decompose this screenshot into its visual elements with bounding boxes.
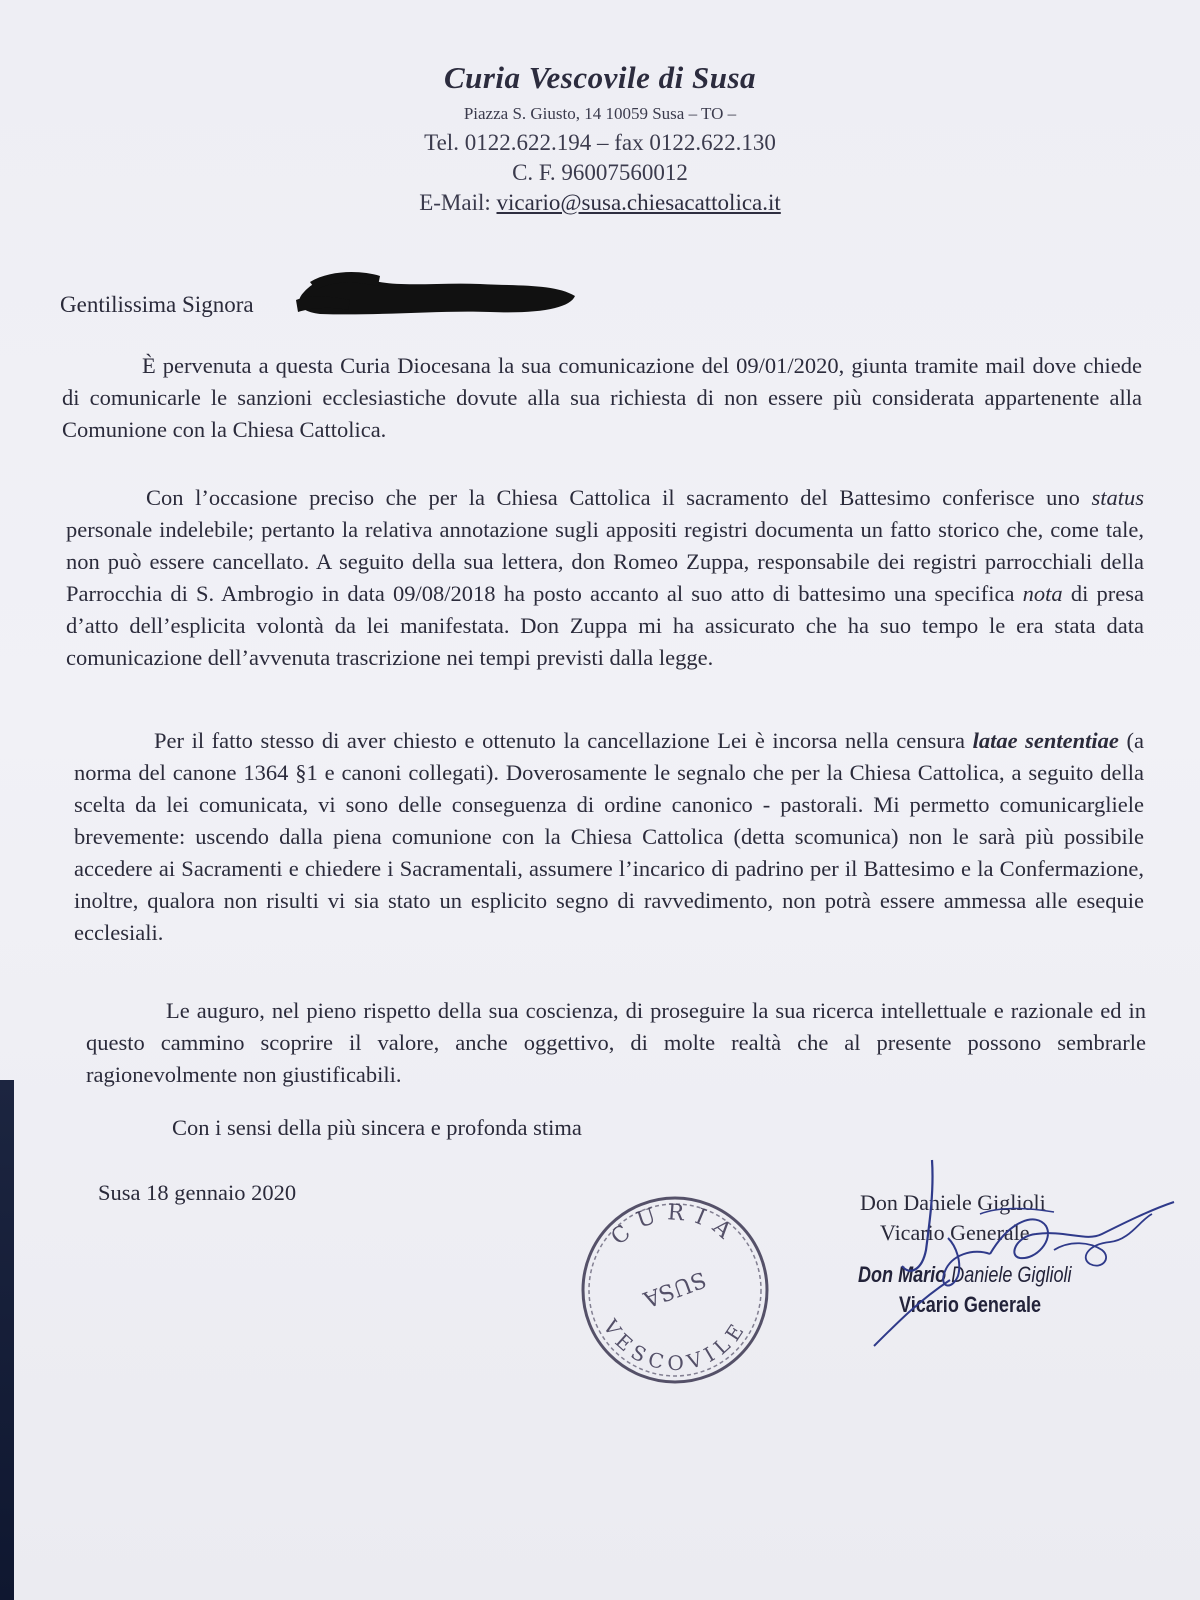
background-edge <box>0 1080 14 1600</box>
paragraph-4-text: Le auguro, nel pieno rispetto della sua coscienza, di proseguire la sua ricerca intellettuale e razionale ed in questo cammino scoprire il valore, anche oggettivo, di molte realtà che al presente possono sembrarle ragionevolmente non giustificabili. <box>86 998 1146 1087</box>
salutation: Gentilissima Signora <box>60 292 254 317</box>
paragraph-2 <box>66 482 1144 674</box>
svg-text:CURIA <box>607 1200 744 1250</box>
seal-center-text: SUSA <box>639 1265 710 1312</box>
letterhead <box>0 60 1200 220</box>
signer-role: Vicario Generale <box>880 1220 1030 1245</box>
seal-bottom-text: VESCOVILE <box>598 1314 752 1376</box>
signer-name: Don Daniele Giglioli <box>860 1190 1046 1215</box>
seal-top-text: CURIA <box>606 1200 744 1251</box>
name-stamp-name-b: Daniele Giglioli <box>946 1262 1072 1287</box>
paragraph-2-text-c: di presa d’atto dell’esplicita volontà da lei manifestata. Don Zuppa mi ha assicurato che ha suo tempo le era stata data comunicazione dell’avvenuta trascrizione nei tempi previsti dalla legge. <box>66 581 1144 670</box>
name-stamp <box>858 1262 1072 1318</box>
signer-block <box>860 1188 1046 1248</box>
letterhead-title: Curia Vescovile di Susa <box>443 60 757 95</box>
redaction-mark <box>290 270 580 322</box>
paragraph-2-text-b: personale indelebile; pertanto la relativa annotazione sugli appositi registri documenta un fatto storico che, come tale, non può essere cancellato. A seguito della sua lettera, don Romeo Zuppa, responsabile dei registri parrocchiali della Parrocchia di S. Ambrogio in data 09/08/2018 ha posto accanto al suo atto di battesimo una specifica <box>66 517 1144 606</box>
handwritten-signature <box>840 1150 1180 1360</box>
letterhead-address: Piazza S. Giusto, 14 10059 Susa – TO – <box>463 104 737 123</box>
paragraph-3-text-b: (a norma del canone 1364 §1 e canoni collegati). Doverosamente le segnalo che per la Chiesa Cattolica, a seguito della scelta da lei comunicata, vi sono delle conseguenza di ordine canonico - pastorali. Mi permetto comunicargliele brevemente: uscendo dalla piena comunione con la Chiesa Cattolica (detta scomunica) non le sarà più possibile accedere ai Sacramenti e chiedere i Sacramentali, assumere l’incarico di padrino per il Battesimo e la Confermazione, inoltre, qualora non risulti vi sia stato un esplicito segno di ravvedimento, non potrà essere ammessa alle esequie ecclesiali. <box>74 728 1144 945</box>
paragraph-2-emphasis-nota: nota <box>1022 581 1063 606</box>
paragraph-3-emphasis-latin: latae sententiae <box>972 728 1119 753</box>
letterhead-email-line <box>0 190 1200 216</box>
email-label: E-Mail: <box>419 190 497 215</box>
email-link[interactable]: vicario@susa.chiesacattolica.it <box>496 190 781 215</box>
paragraph-1-text: È pervenuta a questa Curia Diocesana la sua comunicazione del 09/01/2020, giunta tramite mail dove chiede di comunicarle le sanzioni ecclesiastiche dovute alla sua richiesta di non essere più considerata appartenente alla Comunione con la Chiesa Cattolica. <box>62 353 1142 442</box>
place-date: Susa 18 gennaio 2020 <box>98 1180 297 1205</box>
letterhead-tax-code: C. F. 96007560012 <box>512 160 688 185</box>
paragraph-1 <box>62 350 1142 446</box>
name-stamp-name-a: Don Mario <box>858 1262 947 1287</box>
curia-seal-stamp <box>575 1190 775 1390</box>
paragraph-4 <box>86 995 1146 1091</box>
paragraph-2-text-a: Con l’occasione preciso che per la Chiesa Cattolica il sacramento del Battesimo conferisce uno <box>146 485 1092 510</box>
paragraph-3 <box>74 725 1144 949</box>
paragraph-2-emphasis-status: status <box>1091 485 1144 510</box>
closing-line: Con i sensi della più sincera e profonda stima <box>172 1115 582 1140</box>
name-stamp-role: Vicario Generale <box>899 1292 1042 1317</box>
paragraph-3-text-a: Per il fatto stesso di aver chiesto e ottenuto la cancellazione Lei è incorsa nella censura <box>154 728 973 753</box>
letterhead-phone: Tel. 0122.622.194 – fax 0122.622.130 <box>424 130 776 155</box>
